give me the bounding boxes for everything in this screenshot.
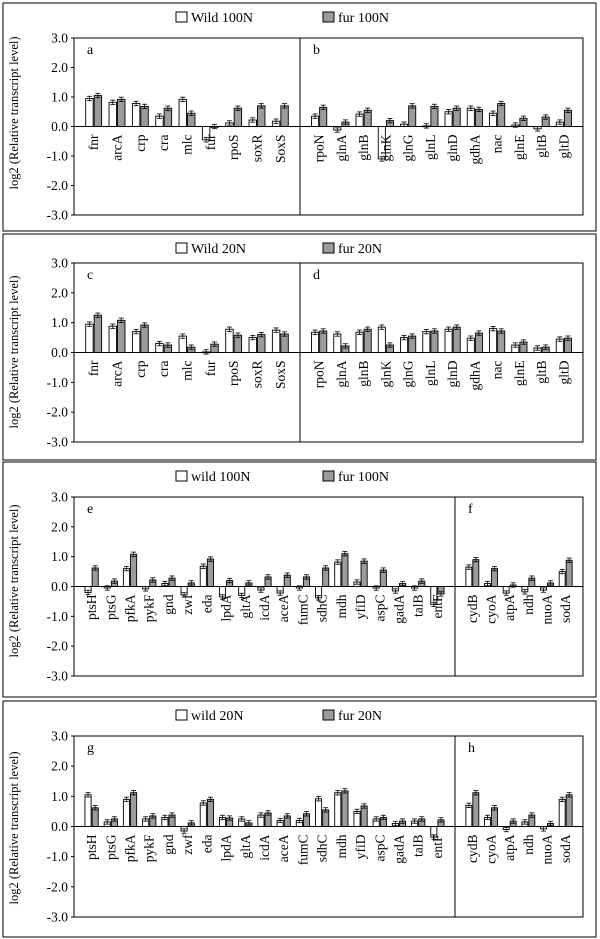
y-tick-label: 1.0 bbox=[51, 549, 68, 565]
legend-label: wild 100N bbox=[191, 470, 251, 485]
bar-f-sodA-fur bbox=[566, 560, 572, 586]
bar-d-glnL-wild bbox=[423, 332, 430, 353]
category-label: gnd bbox=[160, 834, 176, 855]
category-label: sdhC bbox=[314, 834, 330, 863]
category-label: eda bbox=[199, 594, 215, 614]
y-axis-label: log2 (Relative transcript level) bbox=[7, 275, 21, 429]
bar-a-rpoS-fur bbox=[234, 108, 241, 126]
category-label: talB bbox=[410, 834, 426, 857]
category-label: gltD bbox=[556, 134, 572, 159]
category-label: aceA bbox=[276, 594, 292, 623]
category-label: gnd bbox=[160, 594, 176, 615]
panel-g bbox=[84, 741, 445, 865]
category-label: gltB bbox=[534, 134, 550, 158]
category-label: aspC bbox=[372, 834, 388, 862]
bar-a-fnr-fur bbox=[94, 96, 101, 127]
bar-h-sodA-fur bbox=[566, 795, 572, 827]
y-tick-label: -2.0 bbox=[46, 178, 68, 193]
category-label: glnK bbox=[378, 360, 394, 388]
bar-e-mdh-fur bbox=[342, 554, 348, 587]
category-label: icdA bbox=[257, 834, 272, 861]
bar-e-yfiD-fur bbox=[361, 561, 367, 586]
category-label: fnr bbox=[86, 360, 102, 377]
panel-c bbox=[86, 268, 289, 389]
y-tick-label: 1.0 bbox=[51, 315, 68, 331]
category-label: lpdA bbox=[218, 834, 234, 862]
chart-block-2 bbox=[3, 234, 596, 460]
category-label: arcA bbox=[109, 134, 125, 161]
bar-c-fnr-wild bbox=[86, 324, 93, 352]
legend-label: fur 100N bbox=[338, 470, 389, 485]
category-label: gadA bbox=[391, 594, 407, 624]
category-label: cyoA bbox=[483, 834, 499, 864]
y-tick-label: -1.0 bbox=[46, 374, 68, 390]
category-label: glnL bbox=[422, 134, 438, 160]
category-label: gltD bbox=[556, 360, 572, 385]
category-label: mdh bbox=[333, 594, 349, 619]
category-label: aceA bbox=[276, 834, 292, 863]
legend-label: Wild 100N bbox=[191, 11, 254, 26]
category-label: icdA bbox=[257, 594, 272, 621]
bar-d-glnB-wild bbox=[356, 332, 363, 352]
bar-a-cra-fur bbox=[164, 108, 171, 126]
bar-g-ptsH-wild bbox=[85, 795, 91, 827]
category-label: gadA bbox=[391, 834, 407, 864]
panel-label: d bbox=[313, 268, 320, 283]
panel-label: h bbox=[468, 741, 475, 756]
legend-label: Wild 20N bbox=[191, 242, 247, 257]
category-label: eda bbox=[199, 834, 215, 854]
legend-swatch bbox=[323, 12, 334, 22]
bar-e-pfkA-wild bbox=[123, 569, 129, 587]
bar-e-ptsH-fur bbox=[92, 568, 98, 586]
bar-b-glnD-fur bbox=[453, 108, 460, 126]
category-label: glnE bbox=[511, 360, 527, 386]
panel-label: c bbox=[87, 268, 94, 283]
panel-h bbox=[465, 741, 573, 865]
panel-label: b bbox=[313, 43, 320, 58]
chart-block-4 bbox=[3, 701, 596, 937]
bar-e-sdhC-fur bbox=[323, 568, 329, 586]
y-tick-label: -2.0 bbox=[46, 404, 68, 420]
category-label: lpdA bbox=[218, 594, 234, 622]
bar-g-pfkA-fur bbox=[131, 793, 137, 827]
bar-f-cyoA-fur bbox=[492, 569, 498, 587]
bar-c-rpoS-wild bbox=[226, 329, 233, 352]
category-label: glnE bbox=[511, 134, 527, 160]
category-label: rpoS bbox=[226, 360, 242, 387]
legend-label: fur 20N bbox=[338, 709, 382, 724]
bar-a-arcA-fur bbox=[118, 99, 125, 126]
bar-a-mlc-wild bbox=[179, 99, 186, 126]
bar-d-glnD-fur bbox=[453, 327, 460, 352]
category-label: entF bbox=[429, 834, 445, 859]
category-label: gltB bbox=[534, 360, 550, 384]
category-label: mlc bbox=[179, 134, 195, 155]
legend-label: fur 20N bbox=[338, 242, 382, 257]
category-label: ptsH bbox=[84, 594, 100, 621]
bar-a-crp-fur bbox=[141, 106, 148, 126]
bar-c-arcA-fur bbox=[118, 320, 125, 352]
category-label: arcA bbox=[109, 360, 125, 387]
category-label: sodA bbox=[558, 594, 574, 624]
y-tick-label: -2.0 bbox=[46, 638, 68, 654]
y-tick-label: 0.0 bbox=[51, 819, 68, 834]
y-tick-label: -3.0 bbox=[46, 909, 68, 925]
category-label: pykF bbox=[141, 834, 157, 863]
bar-d-glnL-fur bbox=[431, 331, 438, 352]
category-label: gdhA bbox=[467, 360, 483, 391]
bar-g-sdhC-wild bbox=[315, 799, 321, 827]
y-axis-label: log2 (Relative transcript level) bbox=[7, 751, 21, 905]
category-label: yfiD bbox=[353, 834, 369, 860]
category-label: glnL bbox=[422, 360, 438, 386]
bar-g-pfkA-wild bbox=[123, 799, 129, 826]
y-tick-label: -1.0 bbox=[46, 148, 68, 164]
bar-d-glnA-wild bbox=[334, 334, 341, 352]
category-label: glnA bbox=[333, 134, 349, 162]
y-tick-label: -1.0 bbox=[46, 849, 68, 865]
category-label: cyoA bbox=[483, 594, 499, 624]
category-label: glnK bbox=[378, 134, 394, 162]
bar-g-ptsH-fur bbox=[92, 808, 98, 827]
category-label: rpoN bbox=[311, 134, 327, 163]
y-tick-label: 1.0 bbox=[51, 89, 68, 105]
category-label: nuoA bbox=[539, 594, 555, 625]
y-axis-label: log2 (Relative transcript level) bbox=[7, 504, 21, 658]
category-label: aspC bbox=[372, 594, 388, 622]
panel-label: e bbox=[87, 502, 94, 517]
bar-d-glnK-wild bbox=[378, 327, 385, 352]
category-label: glnG bbox=[400, 134, 416, 162]
bar-e-eda-wild bbox=[200, 566, 206, 586]
category-label: SoxS bbox=[272, 360, 288, 390]
category-label: sodA bbox=[558, 834, 574, 864]
category-label: gltA bbox=[237, 594, 253, 619]
bar-f-cydB-wild bbox=[466, 567, 472, 586]
y-tick-label: 2.0 bbox=[51, 285, 68, 301]
bar-a-SoxS-fur bbox=[281, 106, 288, 127]
category-label: entF bbox=[429, 594, 445, 619]
category-label: talB bbox=[410, 594, 426, 617]
category-label: glnA bbox=[333, 360, 349, 388]
bar-g-mdh-fur bbox=[342, 791, 348, 827]
category-label: glnB bbox=[356, 360, 372, 387]
category-label: cra bbox=[156, 360, 172, 377]
panel-f bbox=[465, 502, 573, 625]
legend-label: fur 100N bbox=[338, 11, 389, 26]
y-tick-label: -3.0 bbox=[46, 434, 68, 450]
panel-a bbox=[86, 43, 289, 163]
category-label: rpoS bbox=[226, 134, 242, 161]
y-tick-label: 3.0 bbox=[51, 255, 68, 271]
bar-h-cyoA-fur bbox=[492, 808, 498, 827]
category-label: glnD bbox=[445, 360, 461, 388]
category-label: ndh bbox=[520, 594, 536, 615]
category-label: glnD bbox=[445, 134, 461, 162]
bar-a-fnr-wild bbox=[86, 98, 93, 126]
category-label: atpA bbox=[502, 594, 518, 621]
category-label: cydB bbox=[464, 834, 480, 863]
category-label: fur bbox=[202, 134, 218, 151]
category-label: mlc bbox=[179, 360, 195, 381]
panel-label: g bbox=[87, 741, 94, 756]
panel-d bbox=[312, 268, 572, 391]
bar-d-gdhA-fur bbox=[475, 333, 482, 352]
category-label: fumC bbox=[295, 834, 311, 866]
category-label: mdh bbox=[333, 834, 349, 859]
bar-h-sodA-wild bbox=[559, 799, 565, 826]
category-label: ptsG bbox=[103, 594, 119, 621]
panel-label: f bbox=[468, 502, 473, 517]
category-label: ndh bbox=[520, 834, 536, 855]
bar-d-nac-fur bbox=[498, 331, 505, 352]
chart-block-1 bbox=[3, 3, 596, 231]
category-label: pykF bbox=[141, 594, 157, 623]
bar-b-gdhA-wild bbox=[467, 108, 474, 126]
category-label: zwf bbox=[180, 594, 196, 615]
bar-h-cydB-fur bbox=[473, 793, 479, 827]
y-tick-label: -3.0 bbox=[46, 668, 68, 684]
legend-label: wild 20N bbox=[191, 709, 244, 724]
legend-swatch bbox=[176, 243, 187, 253]
legend-swatch bbox=[176, 12, 187, 22]
legend-swatch bbox=[176, 710, 187, 720]
y-tick-label: -1.0 bbox=[46, 608, 68, 624]
y-tick-label: 3.0 bbox=[51, 489, 68, 505]
category-label: ptsH bbox=[84, 834, 100, 861]
bar-c-soxR-fur bbox=[258, 335, 265, 353]
panel-b bbox=[312, 43, 572, 165]
y-tick-label: -2.0 bbox=[46, 879, 68, 895]
bar-b-glnG-fur bbox=[409, 106, 416, 127]
bar-h-cydB-wild bbox=[466, 805, 472, 826]
category-label: gdhA bbox=[467, 134, 483, 165]
bar-e-pfkA-fur bbox=[131, 554, 137, 586]
y-tick-label: 3.0 bbox=[51, 728, 68, 744]
category-label: atpA bbox=[502, 834, 518, 861]
category-label: fumC bbox=[295, 594, 311, 626]
bar-a-soxR-fur bbox=[258, 106, 265, 127]
bar-c-arcA-wild bbox=[109, 326, 116, 352]
category-label: fnr bbox=[86, 134, 102, 151]
y-tick-label: 1.0 bbox=[51, 788, 68, 804]
category-label: sdhC bbox=[314, 594, 330, 623]
category-label: nac bbox=[489, 134, 505, 154]
bar-d-rpoN-wild bbox=[312, 332, 319, 352]
legend-swatch bbox=[323, 243, 334, 253]
y-tick-label: 0.0 bbox=[51, 579, 68, 594]
category-label: crp bbox=[132, 134, 148, 152]
bar-c-crp-fur bbox=[141, 325, 148, 352]
category-label: gltA bbox=[237, 834, 253, 859]
category-label: pfkA bbox=[122, 594, 138, 623]
category-label: rpoN bbox=[311, 360, 327, 389]
bar-c-fnr-fur bbox=[94, 315, 101, 352]
y-tick-label: -3.0 bbox=[46, 207, 68, 223]
bar-f-cydB-fur bbox=[473, 560, 479, 587]
category-label: pfkA bbox=[122, 834, 138, 863]
legend-swatch bbox=[176, 471, 187, 481]
bar-a-crp-wild bbox=[132, 103, 139, 126]
category-label: soxR bbox=[249, 360, 265, 389]
legend-swatch bbox=[323, 710, 334, 720]
category-label: nac bbox=[489, 360, 505, 380]
y-tick-label: 0.0 bbox=[51, 119, 68, 134]
bar-c-SoxS-wild bbox=[272, 330, 279, 352]
category-label: fur bbox=[202, 360, 218, 377]
y-tick-label: 0.0 bbox=[51, 345, 68, 360]
bar-b-nac-fur bbox=[498, 103, 505, 126]
category-label: SoxS bbox=[272, 134, 288, 164]
y-tick-label: 2.0 bbox=[51, 60, 68, 75]
category-label: zwf bbox=[180, 834, 196, 855]
bar-d-rpoN-fur bbox=[320, 331, 327, 352]
bar-b-rpoN-fur bbox=[320, 107, 327, 126]
bar-g-yfiD-fur bbox=[361, 806, 367, 827]
bar-d-nac-wild bbox=[490, 329, 497, 353]
legend-swatch bbox=[323, 471, 334, 481]
y-axis-label: log2 (Relative transcript level) bbox=[7, 36, 21, 190]
chart-block-3 bbox=[3, 462, 596, 697]
panel-e bbox=[84, 502, 445, 625]
bar-d-glnB-fur bbox=[364, 329, 371, 352]
category-label: cydB bbox=[464, 594, 480, 623]
bar-g-eda-wild bbox=[200, 803, 206, 827]
category-label: soxR bbox=[249, 134, 265, 163]
y-tick-label: 3.0 bbox=[51, 30, 68, 46]
bar-c-SoxS-fur bbox=[281, 334, 288, 352]
bar-g-mdh-wild bbox=[335, 793, 341, 827]
bar-c-crp-wild bbox=[132, 332, 139, 353]
y-tick-label: 2.0 bbox=[51, 519, 68, 535]
bar-g-eda-fur bbox=[207, 799, 213, 826]
category-label: glnB bbox=[356, 134, 372, 161]
bar-a-arcA-wild bbox=[109, 102, 116, 126]
category-label: ptsG bbox=[103, 834, 119, 861]
bar-b-glnL-fur bbox=[431, 106, 438, 126]
category-label: yfiD bbox=[353, 594, 369, 620]
bar-e-mdh-wild bbox=[335, 562, 341, 586]
category-label: cra bbox=[156, 134, 172, 151]
category-label: nuoA bbox=[539, 834, 555, 865]
bar-e-eda-fur bbox=[207, 559, 213, 586]
category-label: glnG bbox=[400, 360, 416, 388]
category-label: crp bbox=[132, 360, 148, 378]
panel-label: a bbox=[87, 43, 94, 58]
bar-d-glnD-wild bbox=[445, 329, 452, 352]
y-tick-label: 2.0 bbox=[51, 758, 68, 774]
